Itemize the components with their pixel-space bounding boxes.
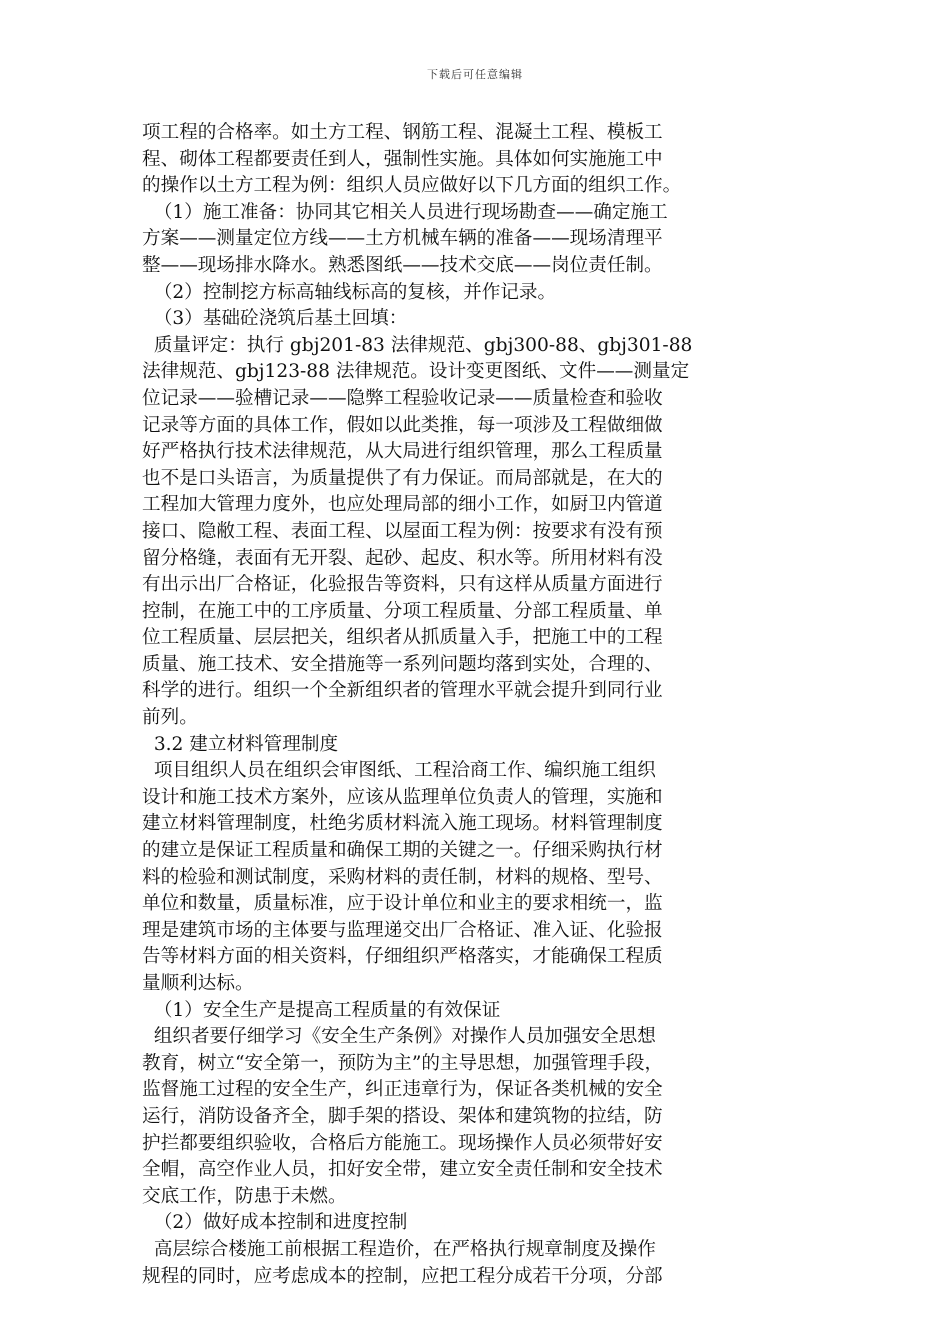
text-line: 设计和施工技术方案外，应该从监理单位负责人的管理，实施和 bbox=[142, 786, 663, 808]
text-line: 位记录——验槽记录——隐弊工程验收记录——质量检查和验收 bbox=[142, 387, 663, 409]
text-line: 高层综合楼施工前根据工程造价，在严格执行规章制度及操作 bbox=[142, 1238, 656, 1260]
text-line: （2）做好成本控制和进度控制 bbox=[142, 1212, 408, 1234]
text-line: （1）施工准备：协同其它相关人员进行现场勘查——确定施工 bbox=[142, 201, 668, 223]
text-line: 3.2 建立材料管理制度 bbox=[142, 733, 339, 755]
header-note: 下载后可任意编辑 bbox=[427, 68, 523, 81]
text-line: 理是建筑市场的主体要与监理递交出厂合格证、准入证、化验报 bbox=[142, 919, 663, 941]
text-line: 接口、隐敝工程、表面工程、以屋面工程为例：按要求有没有预 bbox=[142, 520, 663, 542]
text-line: 前列。 bbox=[142, 707, 198, 729]
text-line: 有出示出厂合格证，化验报告等资料，只有这样从质量方面进行 bbox=[142, 574, 663, 596]
text-line: 护拦都要组织验收，合格后方能施工。现场操作人员必须带好安 bbox=[142, 1132, 663, 1154]
text-line: 记录等方面的具体工作，假如以此类推，每一项涉及工程做细做 bbox=[142, 414, 663, 436]
text-line: 程、砌体工程都要责任到人，强制性实施。具体如何实施施工中 bbox=[142, 148, 663, 170]
text-line: 项目组织人员在组织会审图纸、工程洽商工作、编织施工组织 bbox=[142, 760, 656, 782]
text-line: 法律规范、gbj123-88 法律规范。设计变更图纸、文件——测量定 bbox=[142, 361, 690, 383]
text-line: 交底工作，防患于未燃。 bbox=[142, 1185, 347, 1207]
text-line: 位工程质量、层层把关，组织者从抓质量入手，把施工中的工程 bbox=[142, 627, 663, 649]
text-line: 留分格缝，表面有无开裂、起砂、起皮、积水等。所用材料有没 bbox=[142, 547, 663, 569]
text-line: 项工程的合格率。如土方工程、钢筋工程、混凝土工程、模板工 bbox=[142, 122, 663, 143]
text-line: （2）控制挖方标高轴线标高的复核，并作记录。 bbox=[142, 281, 557, 303]
text-line: 科学的进行。组织一个全新组织者的管理水平就会提升到同行业 bbox=[142, 680, 663, 702]
text-line: 好严格执行技术法律规范，从大局进行组织管理，那么工程质量 bbox=[142, 441, 663, 463]
text-line: 质量评定：执行 gbj201-83 法律规范、gbj300-88、gbj301-88 bbox=[142, 334, 693, 356]
text-line: 的操作以土方工程为例：组织人员应做好以下几方面的组织工作。 bbox=[142, 175, 682, 197]
text-line: 的建立是保证工程质量和确保工期的关键之一。仔细采购执行材 bbox=[142, 840, 663, 862]
text-line: 全帽，高空作业人员，扣好安全带，建立安全责任制和安全技术 bbox=[142, 1159, 663, 1181]
text-line: 组织者要仔细学习《安全生产条例》对操作人员加强安全思想 bbox=[142, 1026, 656, 1048]
text-line: 也不是口头语言，为质量提供了有力保证。而局部就是，在大的 bbox=[142, 467, 663, 489]
text-line: 量顺利达标。 bbox=[142, 973, 254, 994]
text-line: 告等材料方面的相关资料，仔细组织严格落实，才能确保工程质 bbox=[142, 946, 663, 968]
text-line: 监督施工过程的安全生产，纠正违章行为，保证各类机械的安全 bbox=[142, 1079, 663, 1101]
text-line: 教育，树立“安全第一，预防为主”的主导思想，加强管理手段， bbox=[142, 1052, 664, 1074]
text-line: 质量、施工技术、安全措施等一系列问题均落到实处，合理的、 bbox=[142, 653, 663, 675]
body-text bbox=[142, 120, 782, 1290]
text-line: 运行，消防设备齐全，脚手架的搭设、架体和建筑物的拉结，防 bbox=[142, 1105, 663, 1127]
text-line: 单位和数量，质量标准，应于设计单位和业主的要求相统一，监 bbox=[142, 893, 663, 915]
text-line: 整——现场排水降水。熟悉图纸——技术交底——岗位责任制。 bbox=[142, 254, 663, 276]
text-line: 方案——测量定位方线——土方机械车辆的准备——现场清理平 bbox=[142, 228, 663, 250]
text-line: 规程的同时，应考虑成本的控制，应把工程分成若干分项，分部 bbox=[142, 1265, 663, 1287]
text-line: 料的检验和测试制度，采购材料的责任制，材料的规格、型号、 bbox=[142, 866, 663, 888]
text-line: （3）基础砼浇筑后基土回填： bbox=[142, 308, 408, 330]
text-line: 工程加大管理力度外，也应处理局部的细小工作，如厨卫内管道 bbox=[142, 494, 663, 516]
text-line: 控制，在施工中的工序质量、分项工程质量、分部工程质量、单 bbox=[142, 600, 663, 622]
text-line: 建立材料管理制度，杜绝劣质材料流入施工现场。材料管理制度 bbox=[142, 813, 663, 835]
text-line: （1）安全生产是提高工程质量的有效保证 bbox=[142, 999, 501, 1021]
